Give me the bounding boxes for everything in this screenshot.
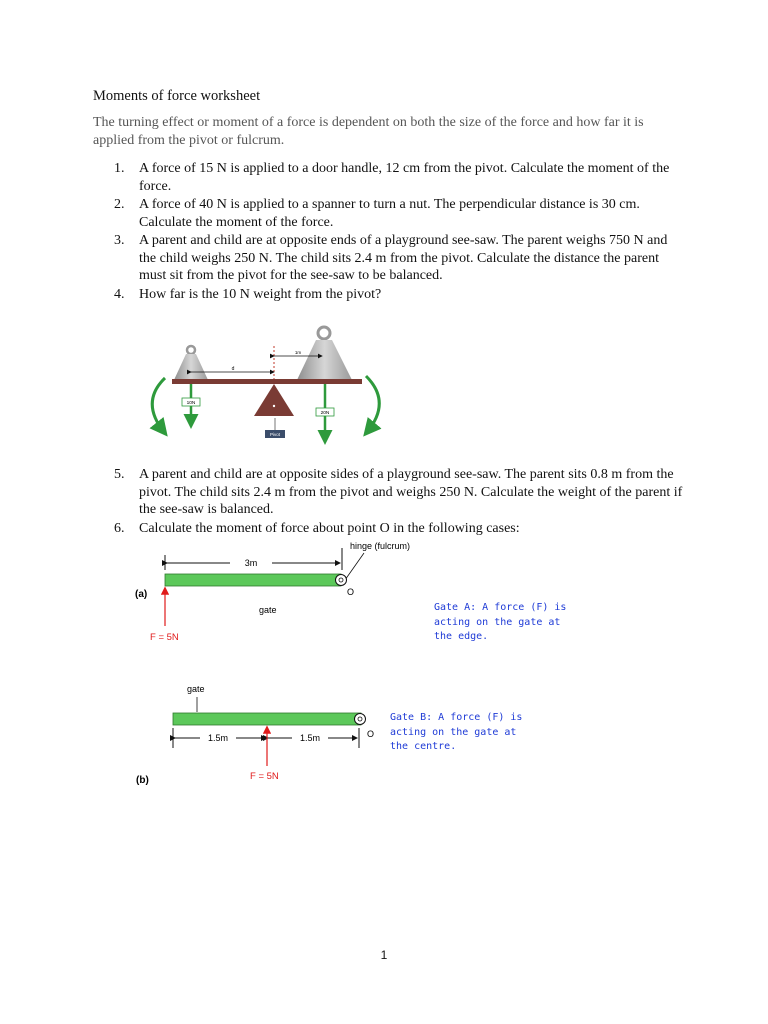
question-number: 3. (114, 233, 125, 248)
question-text: A force of 40 N is applied to a spanner to turn a nut. The perpendicular distance is 30 cm. Calculate the moment of the force. (139, 197, 640, 230)
distance-1m-label: 1m (294, 350, 302, 355)
gate-b-diagram (136, 684, 374, 786)
question-text: How far is the 10 N weight from the pivot? (139, 286, 382, 302)
gate-b-left-length: 1.5m (207, 733, 229, 743)
gate-a-label: (a) (135, 589, 148, 600)
gate-b-bar (173, 713, 361, 725)
gate-b-note (390, 711, 522, 755)
gate-a-gate-label: gate (259, 605, 277, 615)
question-number: 4. (114, 286, 125, 302)
question-number: 6. (114, 520, 125, 536)
gate-b-note-line: Gate B: A force (F) is (390, 712, 523, 723)
intro-paragraph: The turning effect or moment of a force is dependent on both the size of the force and how far it is applied from the pivot or fulcrum. (93, 115, 644, 148)
gate-b-point-o: O (367, 729, 375, 739)
gate-a-diagram (135, 541, 410, 643)
gate-b-gate-label: gate (187, 684, 205, 694)
gate-a-bar (165, 574, 341, 586)
page-number: 1 (380, 948, 388, 962)
question-number: 2. (114, 197, 125, 212)
gate-a-point-o: O (347, 587, 355, 597)
gate-a-note-line: Gate A: A force (F) is (434, 602, 567, 613)
gate-a-hinge-label: hinge (fulcrum) (350, 541, 411, 551)
gate-a-force-label: F = 5N (150, 632, 179, 643)
gate-b-note-line: acting on the gate at (390, 726, 517, 738)
question-text: Calculate the moment of force about point O in the following cases: (139, 520, 520, 536)
right-weight-label: 20N (320, 411, 330, 416)
gate-a-note-line: the edge. (434, 631, 489, 642)
gate-b-label: (b) (136, 775, 149, 786)
gate-a-length: 3m (244, 558, 258, 568)
left-weight-label: 10N (186, 401, 196, 406)
question-number: 1. (114, 161, 125, 176)
question-number: 5. (114, 467, 125, 482)
worksheet-title: Moments of force worksheet (93, 88, 261, 104)
pivot-label: Pivot (269, 432, 281, 437)
question-text: A parent and child are at opposite ends of a playground see-saw. The parent weighs 750 N and the child weighs 250 N. The child sits 2.4 m from the pivot. Calculate the distance the parent must sit from the pivot for the see-saw to be balanced. (139, 233, 668, 283)
gate-a-hinge-icon (336, 575, 347, 586)
gate-b-note-line: the centre. (390, 741, 457, 752)
gate-a-note-line: acting on the gate at (434, 616, 561, 628)
question-text: A force of 15 N is applied to a door handle, 12 cm from the pivot. Calculate the moment of the force. (139, 161, 670, 194)
gate-b-right-length: 1.5m (299, 733, 321, 743)
gate-a-note (434, 601, 566, 645)
distance-d-label: d (231, 366, 235, 372)
gate-b-force-label: F = 5N (250, 771, 279, 782)
question-text: A parent and child are at opposite sides of a playground see-saw. The parent sits 0.8 m from the pivot. The child sits 2.4 m from the pivot and weighs 250 N. Calculate the weight of the parent if the see-saw is balanced. (139, 467, 683, 517)
gate-b-hinge-icon (355, 714, 366, 725)
